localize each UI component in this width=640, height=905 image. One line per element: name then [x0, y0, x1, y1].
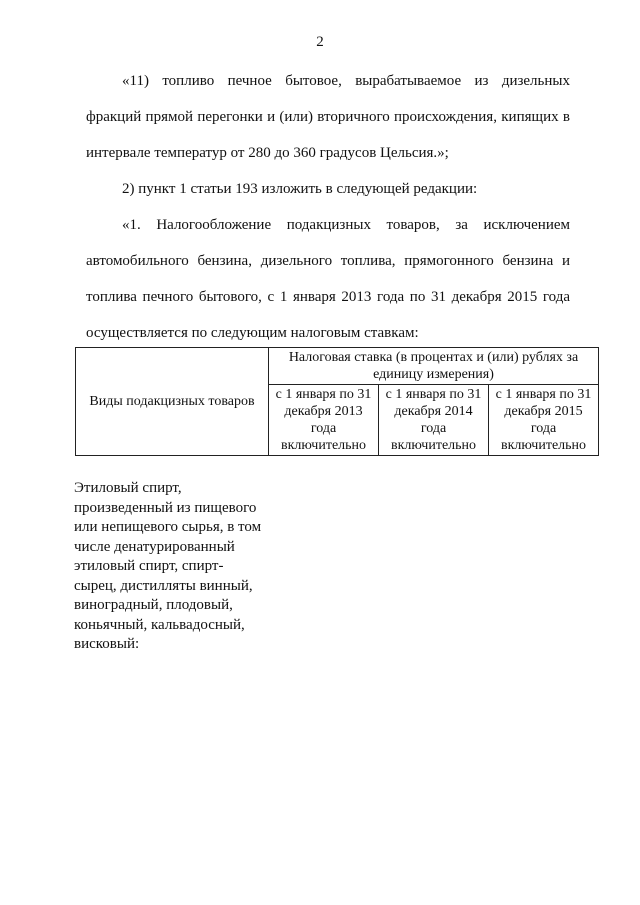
tax-rate-header: Налоговая ставка (в процентах и (или) рублях за единицу измерения): [269, 348, 599, 385]
period-2014-header: с 1 января по 31 декабря 2014 года включительно: [379, 385, 489, 456]
paragraph-taxation-rates: «1. Налогообложение подакцизных товаров, за исключением автомобильного бензина, дизельного топлива, прямогонного бензина и топлива печного бытового, с 1 января 2013 года по 31 декабря 2015 года осуществляется по следующим налоговым ставкам:: [86, 217, 570, 341]
table-header-row: [76, 348, 599, 385]
tax-rates-table: [75, 347, 599, 456]
page-number: 2: [316, 34, 324, 50]
period-2013-header: с 1 января по 31 декабря 2013 года включительно: [269, 385, 379, 456]
goods-item-ethyl-alcohol: Этиловый спирт, произведенный из пищевого или непищевого сырья, в том числе денатурированный этиловый спирт, спирт-сырец, дистилляты винный, виноградный, плодовый, коньячный, кальвадосный, висковый:: [74, 480, 262, 652]
paragraph-fuel-definition: «11) топливо печное бытовое, вырабатываемое из дизельных фракций прямой перегонки и (или) вторичного происхождения, кипящих в интервале температур от 280 до 360 градусов Цельсия.»;: [86, 73, 570, 161]
period-2015-header: с 1 января по 31 декабря 2015 года включительно: [489, 385, 599, 456]
goods-type-header: Виды подакцизных товаров: [76, 348, 269, 456]
paragraph-article-amendment: 2) пункт 1 статьи 193 изложить в следующей редакции:: [122, 181, 478, 197]
